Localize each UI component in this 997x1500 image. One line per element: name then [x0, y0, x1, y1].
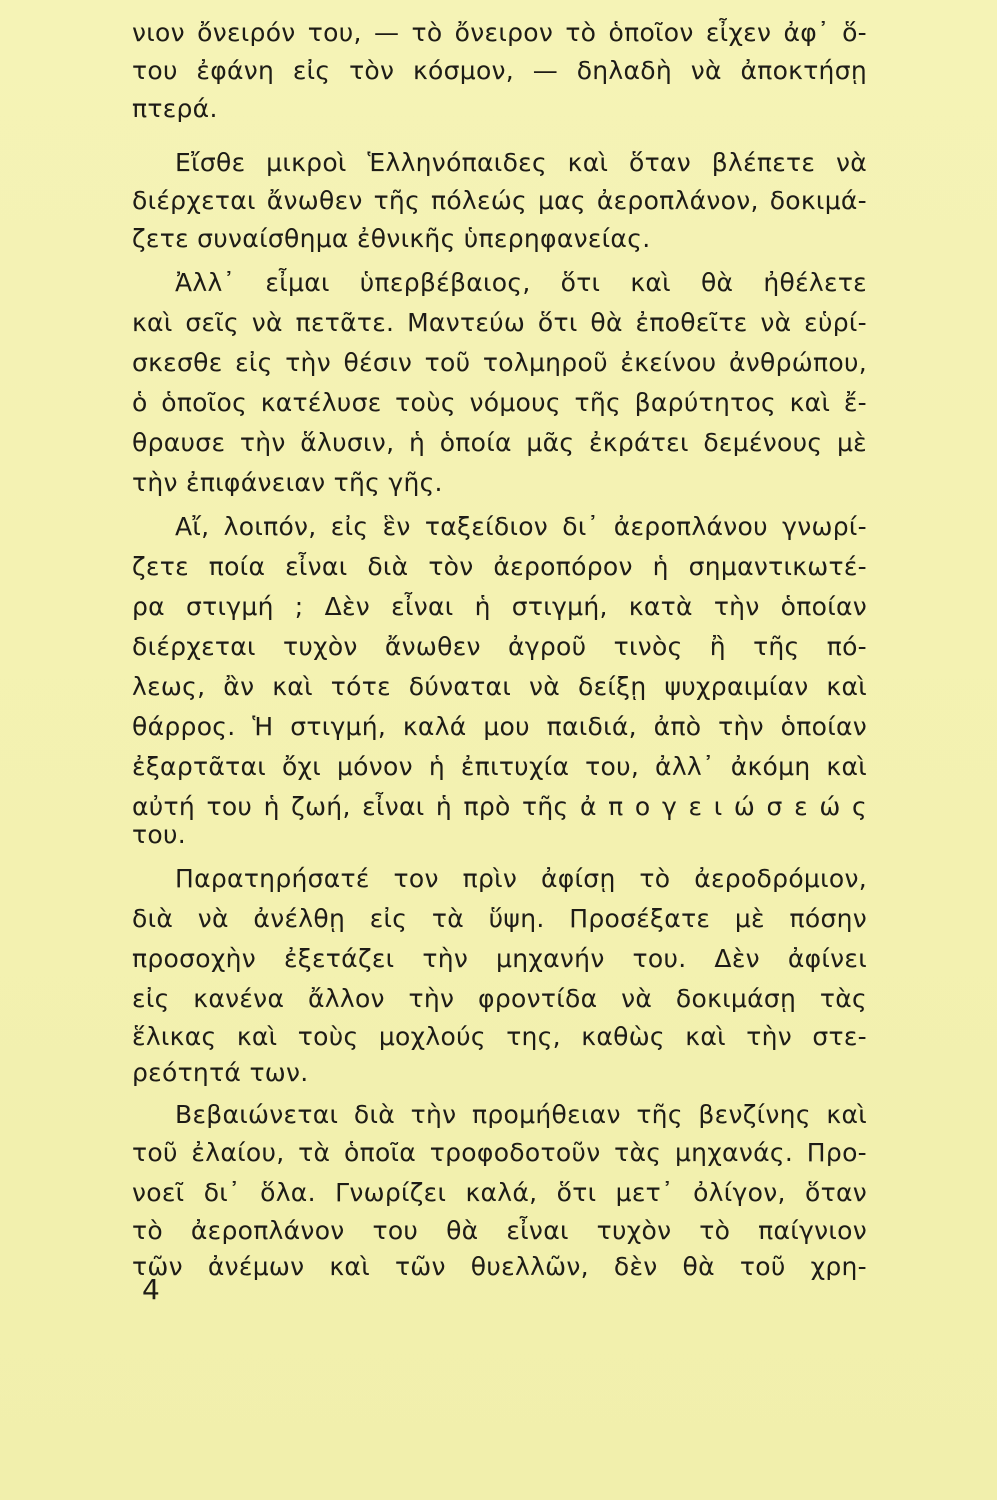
text-line: ζετε ποία εἶναι διὰ τὸν ἀεροπόρον ἡ σημαντικωτέ-: [132, 552, 867, 581]
text-line: εἰς κανένα ἄλλον τὴν φροντίδα νὰ δοκιμάσῃ τὰς: [132, 984, 867, 1013]
text-line: ζετε συναίσθημα ἐθνικῆς ὑπερηφανείας.: [132, 224, 651, 253]
text-line: προσοχὴν ἐξετάζει τὴν μηχανήν του. Δὲν ἀφίνει: [132, 944, 867, 973]
text-line: καὶ σεῖς νὰ πετᾶτε. Μαντεύω ὅτι θὰ ἐποθεῖτε νὰ εὑρί-: [132, 308, 867, 337]
page-number: 4: [142, 1273, 160, 1306]
text-line: Βεβαιώνεται διὰ τὴν προμήθειαν τῆς βενζίνης καὶ: [175, 1100, 867, 1129]
text-line: λεως, ἂν καὶ τότε δύναται νὰ δείξῃ ψυχραιμίαν καὶ: [132, 672, 867, 701]
text-line: θραυσε τὴν ἅλυσιν, ἡ ὁποία μᾶς ἐκράτει δεμένους μὲ: [132, 428, 867, 457]
text-line: ὁ ὁποῖος κατέλυσε τοὺς νόμους τῆς βαρύτητος καὶ ἔ-: [132, 388, 867, 417]
text-line: του.: [132, 820, 186, 849]
text-line: ρα στιγμή ; Δὲν εἶναι ἡ στιγμή, κατὰ τὴν ὁποίαν: [132, 592, 867, 621]
text-line: πτερά.: [132, 94, 218, 123]
text-line: σκεσθε εἰς τὴν θέσιν τοῦ τολμηροῦ ἐκείνου ἀνθρώπου,: [132, 348, 867, 377]
text-line: Ἀλλ᾽ εἶμαι ὑπερβέβαιος, ὅτι καὶ θὰ ἠθέλετε: [175, 268, 867, 297]
text-line: του ἐφάνη εἰς τὸν κόσμον, — δηλαδὴ νὰ ἀποκτήσῃ: [132, 56, 867, 85]
text-line: Παρατηρήσατέ τον πρὶν ἀφίσῃ τὸ ἀεροδρόμιον,: [175, 864, 867, 893]
text-line: ἕλικας καὶ τοὺς μοχλούς της, καθὼς καὶ τὴν στε-: [132, 1022, 867, 1051]
text-line: ρεότητά των.: [132, 1058, 309, 1087]
text-line: Αἴ, λοιπόν, εἰς ἓν ταξείδιον δι᾽ ἀεροπλάνου γνωρί-: [175, 512, 867, 541]
text-line: νιον ὄνειρόν του, — τὸ ὄνειρον τὸ ὁποῖον εἶχεν ἀφ᾽ ὅ-: [132, 18, 867, 47]
text-line: τοῦ ἐλαίου, τὰ ὁποῖα τροφοδοτοῦν τὰς μηχανάς. Προ-: [132, 1138, 867, 1167]
text-line: αὐτή του ἡ ζωή, εἶναι ἡ πρὸ τῆς ἀ π ο γ ε ι ώ σ ε ώ ς: [132, 792, 867, 821]
text-line: θάρρος. Ἡ στιγμή, καλά μου παιδιά, ἀπὸ τὴν ὁποίαν: [132, 712, 867, 741]
text-line: Εἴσθε μικροὶ Ἑλληνόπαιδες καὶ ὅταν βλέπετε νὰ: [175, 148, 867, 177]
text-line: τῶν ἀνέμων καὶ τῶν θυελλῶν, δὲν θὰ τοῦ χρη-: [132, 1252, 867, 1281]
text-line: τὴν ἐπιφάνειαν τῆς γῆς.: [132, 468, 443, 497]
text-line: διὰ νὰ ἀνέλθῃ εἰς τὰ ὕψη. Προσέξατε μὲ πόσην: [132, 904, 867, 933]
text-line: ἐξαρτᾶται ὄχι μόνον ἡ ἐπιτυχία του, ἀλλ᾽ ἀκόμη καὶ: [132, 752, 867, 781]
text-line: διέρχεται τυχὸν ἄνωθεν ἀγροῦ τινὸς ἢ τῆς πό-: [132, 632, 867, 661]
text-line: νοεῖ δι᾽ ὅλα. Γνωρίζει καλά, ὅτι μετ᾽ ὀλίγον, ὅταν: [132, 1178, 867, 1207]
text-line: τὸ ἀεροπλάνον του θὰ εἶναι τυχὸν τὸ παίγνιον: [132, 1216, 867, 1245]
text-line: διέρχεται ἄνωθεν τῆς πόλεώς μας ἀεροπλάνον, δοκιμά-: [132, 186, 867, 215]
